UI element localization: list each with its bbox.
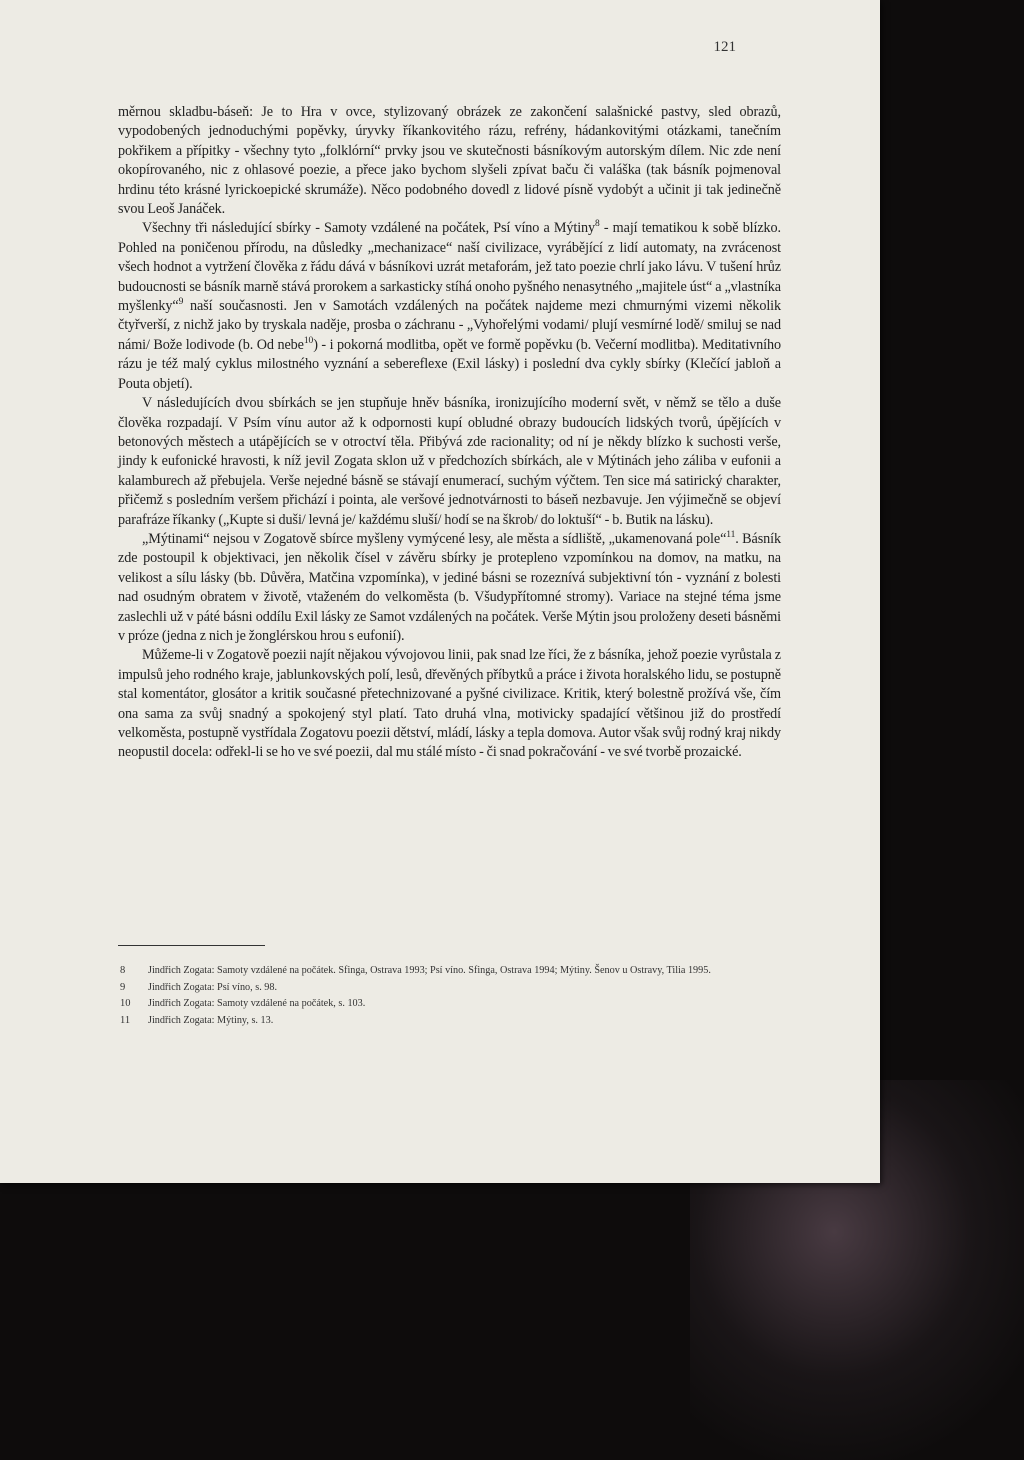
- text-run: Můžeme-li v Zogatově poezii najít nějakou vývojovou linii, pak snad lze říci, že z básníka, jehož poezie vyrůstala z impulsů jeho rodného kraje, jablunkovských polí, lesů, dřevěných příbytků a práce i života horalského lidu, se postupně stal komentátor, glosátor a kritik současné přetechnizované a pyšné civilizace. Kritik, který bolestně prožívá vše, čím ona sama za svůj snadný a spokojený styl platí. Tato druhá vlna, motivicky spadající většinou již do prostředí velkoměsta, postupně vystřídala Zogatovu poezii dětství, mládí, lásky a tepla domova. Autor však svůj rodný kraj nikdy neopustil docela: odřekl-li se ho ve své poezii, dal mu stálé místo - či snad pokračování - ve své tvorbě prozaické.: [118, 647, 781, 761]
- footnote-11: [118, 1015, 798, 1028]
- text-run: „Mýtinami“ nejsou v Zogatově sbírce myšleny vymýcené lesy, ale města a sídliště, „ukamenovaná pole“: [142, 530, 727, 547]
- footnote-text: Jindřich Zogata: Mýtiny, s. 13.: [148, 1014, 274, 1026]
- paragraph-4: [118, 530, 781, 646]
- page-number: 121: [713, 39, 736, 55]
- footnote-reference-9[interactable]: 9: [178, 297, 184, 308]
- footnote-number: 9: [120, 981, 126, 993]
- footnote-separator: [118, 945, 265, 946]
- text-run: naší současnosti. Jen v Samotách vzdálených na počátek najdeme mezi chmurnými vizemi několik čtyřverší, z nichž jako by tryskala naděje, prosba o záchranu - „Vyhořelými vodami/ plují vesmírné lodě/ smiluj se nad námi/ Bože lodivode (b. Od nebe: [118, 298, 781, 353]
- text-run: měrnou skladbu-báseň: Je to Hra v ovce, stylizovaný obrázek ze zakončení salašnické pastvy, sled obrazů, vypodobených jednoduchými popěvky, úryvky říkankovitého rázu, refrény, hádankovitými otázkami, tanečním pokřikem a přípitky - všechny tyto „folklórní“ prvky jsou ve skutečnosti básníkovým autorským dílem. Nic zde není okopírovaného, nic z ohlasové poezie, a přece jako bychom slyšeli zpívat baču či valáška (tak básník pojmenoval hrdinu této krásné lyrickoepické skrumáže). Něco podobného dovedl z lidové písně vydobýt a učinit ji tak jedinečně svou Leoš Janáček.: [118, 104, 781, 218]
- paragraph-5: [118, 646, 781, 762]
- text-run: V následujících dvou sbírkách se jen stupňuje hněv básníka, ironizujícího moderní svět, v němž se tělo a duše člověka rozpadají. V Psím vínu autor až k odpornosti kupí obludné obrazy budoucích lidských tvorů, úpějících v betonových městech a utápějících se v otroctví těla. Přibývá zde racionality; od ní je někdy blízko k suchosti verše, jindy k eufonické hravosti, k níž jevil Zogata sklon už v předchozích sbírkách, ale v Mýtinách jeho záliba v eufonii a kalamburech až přebujela. Verše nejedné básně se stávají enumerací, suchým výčtem. Ten sice má satirický charakter, přičemž s posledním veršem přichází i pointa, ale veršové jednotvárnosti to báseň nezbavuje. Jen výjimečně se objeví parafráze říkanky („Kupte si duši/ levná je/ každému sluší/ hodí se na škrob/ do loktuší“ - b. Butik na lásku).: [118, 395, 781, 528]
- text-run: . Básník zde postoupil k objektivaci, jen několik čísel v závěru sbírky je protepleno vzpomínkou na domov, na matku, na velikost a sílu lásky (bb. Důvěra, Matčina vzpomínka), v jediné básni se rozeznívá subjektivní tón - vyznání z bolesti nad osudným obratem v životě, vtaženém do velkoměsta (b. Všudypřítomné stromy). Variace na stejné téma jsme zaslechli už v páté básni oddílu Exil lásky ze Samot vzdálených na počátek. Verše Mýtin jsou proloženy deseti básněmi v próze (jedna z nich je žonglérskou hrou s eufonií).: [118, 530, 781, 644]
- text-run: - mají tematikou k sobě blízko. Pohled na poničenou přírodu, na důsledky „mechanizace“ naší civilizace, vyrábějící z lidí automaty, na zvrácenost všech hodnot a vytržení člověka z řádu dává v básníkovi uzrát metaforám, jež tato poezie chrlí jako lávu. V tušení hrůz budoucnosti se básník marně stává prorokem a sarkasticky stíhá onoho pyšného nenasytného „majitele úst“ a „vlastníka myšlenky“: [118, 220, 781, 315]
- text-run: ) - i pokorná modlitba, opět ve formě popěvku (b. Večerní modlitba). Meditativního rázu je též malý cyklus milostného vyznání a sebereflexe (Exil lásky) i poslední dva cykly sbírky (Klečící jabloň a Pouta objetí).: [118, 336, 782, 392]
- text-run: Všechny tři následující sbírky - Samoty vzdálené na počátek, Psí víno a Mýtiny: [142, 220, 596, 237]
- footnote-text: Jindřich Zogata: Samoty vzdálené na počátek. Sfinga, Ostrava 1993; Psí víno. Sfinga, Ostrava 1994; Mýtiny. Šenov u Ostravy, Tilia 1995.: [148, 965, 711, 976]
- footnote-reference-8[interactable]: 8: [595, 219, 600, 230]
- footnote-reference-11[interactable]: 11: [726, 529, 736, 540]
- footnote-number: 8: [120, 965, 126, 976]
- footnote-number: 11: [120, 1014, 131, 1026]
- paragraph-2: [118, 219, 781, 394]
- footnote-number: 10: [120, 998, 131, 1009]
- footnote-9: [118, 982, 798, 995]
- footnote-8: [118, 965, 798, 978]
- body-text: [118, 103, 781, 763]
- footnote-text: Jindřich Zogata: Samoty vzdálené na počátek, s. 103.: [148, 998, 366, 1009]
- footnote-reference-10[interactable]: 10: [303, 335, 314, 346]
- footnotes: [118, 965, 798, 1031]
- paragraph-1: [118, 103, 781, 219]
- footnote-text: Jindřich Zogata: Psí víno, s. 98.: [148, 981, 278, 993]
- footnote-10: [118, 998, 798, 1011]
- paragraph-3: [118, 394, 781, 530]
